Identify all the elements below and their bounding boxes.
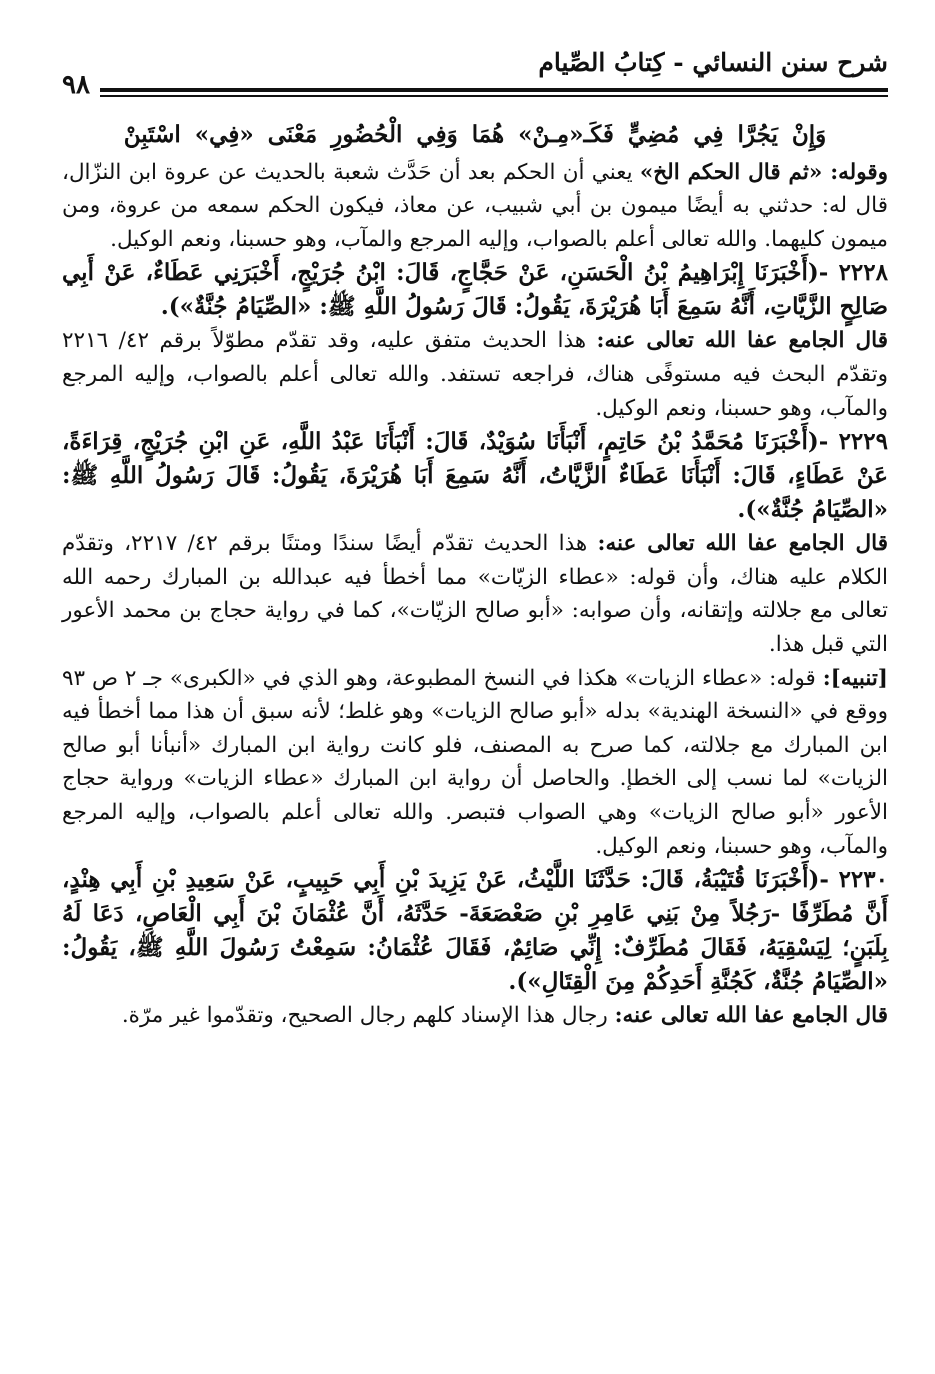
header-rule-thick: [62, 88, 888, 92]
hadith-2229: ٢٢٢٩ -(أَخْبَرَنَا مُحَمَّدُ بْنُ حَاتِمٍ، أَنْبَأَنَا سُوَيْدٌ، قَالَ: أَنْبَأَنَا عَبْدُ اللَّهِ، عَنِ ابْنِ جُرَيْجٍ، قِرَاءَةً، عَنْ عَطَاءٍ، قَالَ: أَنْبَأَنَا عَطَاءٌ الزَّيَّاتُ، أَنَّهُ سَمِعَ أَبَا هُرَيْرَةَ، يَقُولُ: قَالَ رَسُولُ اللَّهِ ﷺ: «الصِّيَامُ جُنَّةٌ»).: [62, 428, 888, 524]
note-lead: [تنبيه]:: [822, 665, 888, 691]
hadith-2230: ٢٢٣٠ -(أَخْبَرَنَا قُتَيْبَةُ، قَالَ: حَدَّثَنَا اللَّيْثُ، عَنْ يَزِيدَ بْنِ أَبِي حَبِيبٍ، عَنْ سَعِيدِ بْنِ أَبِي هِنْدٍ، أَنَّ مُطَرِّفًا -رَجُلاً مِنْ بَنِي عَامِرِ بْنِ صَعْصَعَةَ- حَدَّثَهُ، أَنَّ عُثْمَانَ بْنَ أَبِي الْعَاصِ، دَعَا لَهُ بِلَبَنٍ؛ لِيَسْقِيَهُ، فَقَالَ مُطَرِّفٌ: إِنِّي صَائِمٌ، فَقَالَ عُثْمَانُ: سَمِعْتُ رَسُولَ اللَّهِ ﷺ، يَقُولُ: «الصِّيَامُ جُنَّةٌ، كَجُنَّةِ أَحَدِكُمْ مِنَ الْقِتَالِ»).: [62, 866, 888, 996]
page-header: [62, 48, 888, 108]
commentary-lead: وقوله: «ثم قال الحكم الخ»: [639, 159, 888, 185]
commentary-text: يعني أن الحكم بعد أن حَدَّث شعبة بالحديث عن عروة ابن النزّال، قال له: حدثني به أيضًا ميمون بن أبي شبيب، عن معاذ، فيكون الحكم سمعه من عروة، ومن ميمون كليهما. والله تعالى أعلم بالصواب، وإليه المرجع والمآب، وهو حسبنا، ونعم الوكيل.: [62, 159, 888, 252]
commentary-text: هذا الحديث تقدّم أيضًا سندًا ومتنًا برقم ٤٢/ ٢٢١٧، وتقدّم الكلام عليه هناك، وأن قوله: «عطاء الزيّات» مما أخطأ فيه عبدالله بن المبارك رحمه الله تعالى مع جلالته وإتقانه، وأن صوابه: «أبو صالح الزيّات»، كما في رواية حجاج بن محمد الأعور التي قبل هذا.: [62, 531, 888, 657]
note-paragraph: [62, 662, 888, 864]
commentary-lead: قال الجامع عفا الله تعالى عنه:: [597, 531, 888, 557]
commentary-lead: قال الجامع عفا الله تعالى عنه:: [596, 328, 889, 354]
running-title: شرح سنن النسائي - كِتابُ الصِّيام: [538, 48, 888, 77]
commentary-lead: قال الجامع عفا الله تعالى عنه:: [614, 1003, 888, 1029]
note-text: قوله: «عطاء الزيات» هكذا في النسخ المطبوعة، وهو الذي في «الكبرى» جـ ٢ ص ٩٣ ووقع في «النسخة الهندية» بدله «أبو صالح الزيات» وهو غلط؛ لأنه سبق أن هذا مما أخطأ فيه ابن المبارك مع جلالته، كما صرح به المصنف، فلو كانت رواية ابن المبارك «أنبأنا أبو صالح الزيات» لما نسب إلى الخطإ. والحاصل أن رواية ابن المبارك «عطاء الزيات» ورواية حجاج الأعور «أبو صالح الزيات» وهي الصواب فتبصر. والله تعالى أعلم بالصواب، وإليه المرجع والمآب، وهو حسبنا، ونعم الوكيل.: [62, 665, 888, 859]
commentary-text: رجال هذا الإسناد كلهم رجال الصحيح، وتقدّموا غير مرّة.: [121, 1003, 615, 1029]
commentary-paragraph: [62, 527, 888, 661]
poetry-verse: وَإِنْ يَجُرَّا فِي مُضِيٍّ فَكَـ«مِـنْ» هُمَا وَفِي الْحُضُورِ مَعْنَى «فِي» اسْتَبِنْ: [123, 121, 827, 148]
header-rule-thin: [62, 95, 888, 97]
commentary-text: هذا الحديث متفق عليه، وقد تقدّم مطوّلاً برقم ٤٢/ ٢٢١٦ وتقدّم البحث فيه مستوفًى هناك، فراجعه تستفد. والله تعالى أعلم بالصواب، وإليه المرجع والمآب، وهو حسبنا، ونعم الوكيل.: [62, 328, 888, 421]
page-body: [62, 118, 888, 1033]
commentary-paragraph: [62, 999, 888, 1033]
hadith-2228: ٢٢٢٨ -(أَخْبَرَنَا إِبْرَاهِيمُ بْنُ الْحَسَنِ، عَنْ حَجَّاجٍ، قَالَ: ابْنُ جُرَيْجٍ، أَخْبَرَنِي عَطَاءٌ، عَنْ أَبِي صَالِحٍ الزَّيَّاتِ، أَنَّهُ سَمِعَ أَبَا هُرَيْرَةَ، يَقُولُ: قَالَ رَسُولُ اللَّهِ ﷺ: «الصِّيَامُ جُنَّةٌ»).: [62, 259, 888, 321]
page-number: ٩٨: [52, 70, 100, 100]
commentary-paragraph: [62, 324, 888, 425]
commentary-paragraph: [62, 156, 888, 257]
